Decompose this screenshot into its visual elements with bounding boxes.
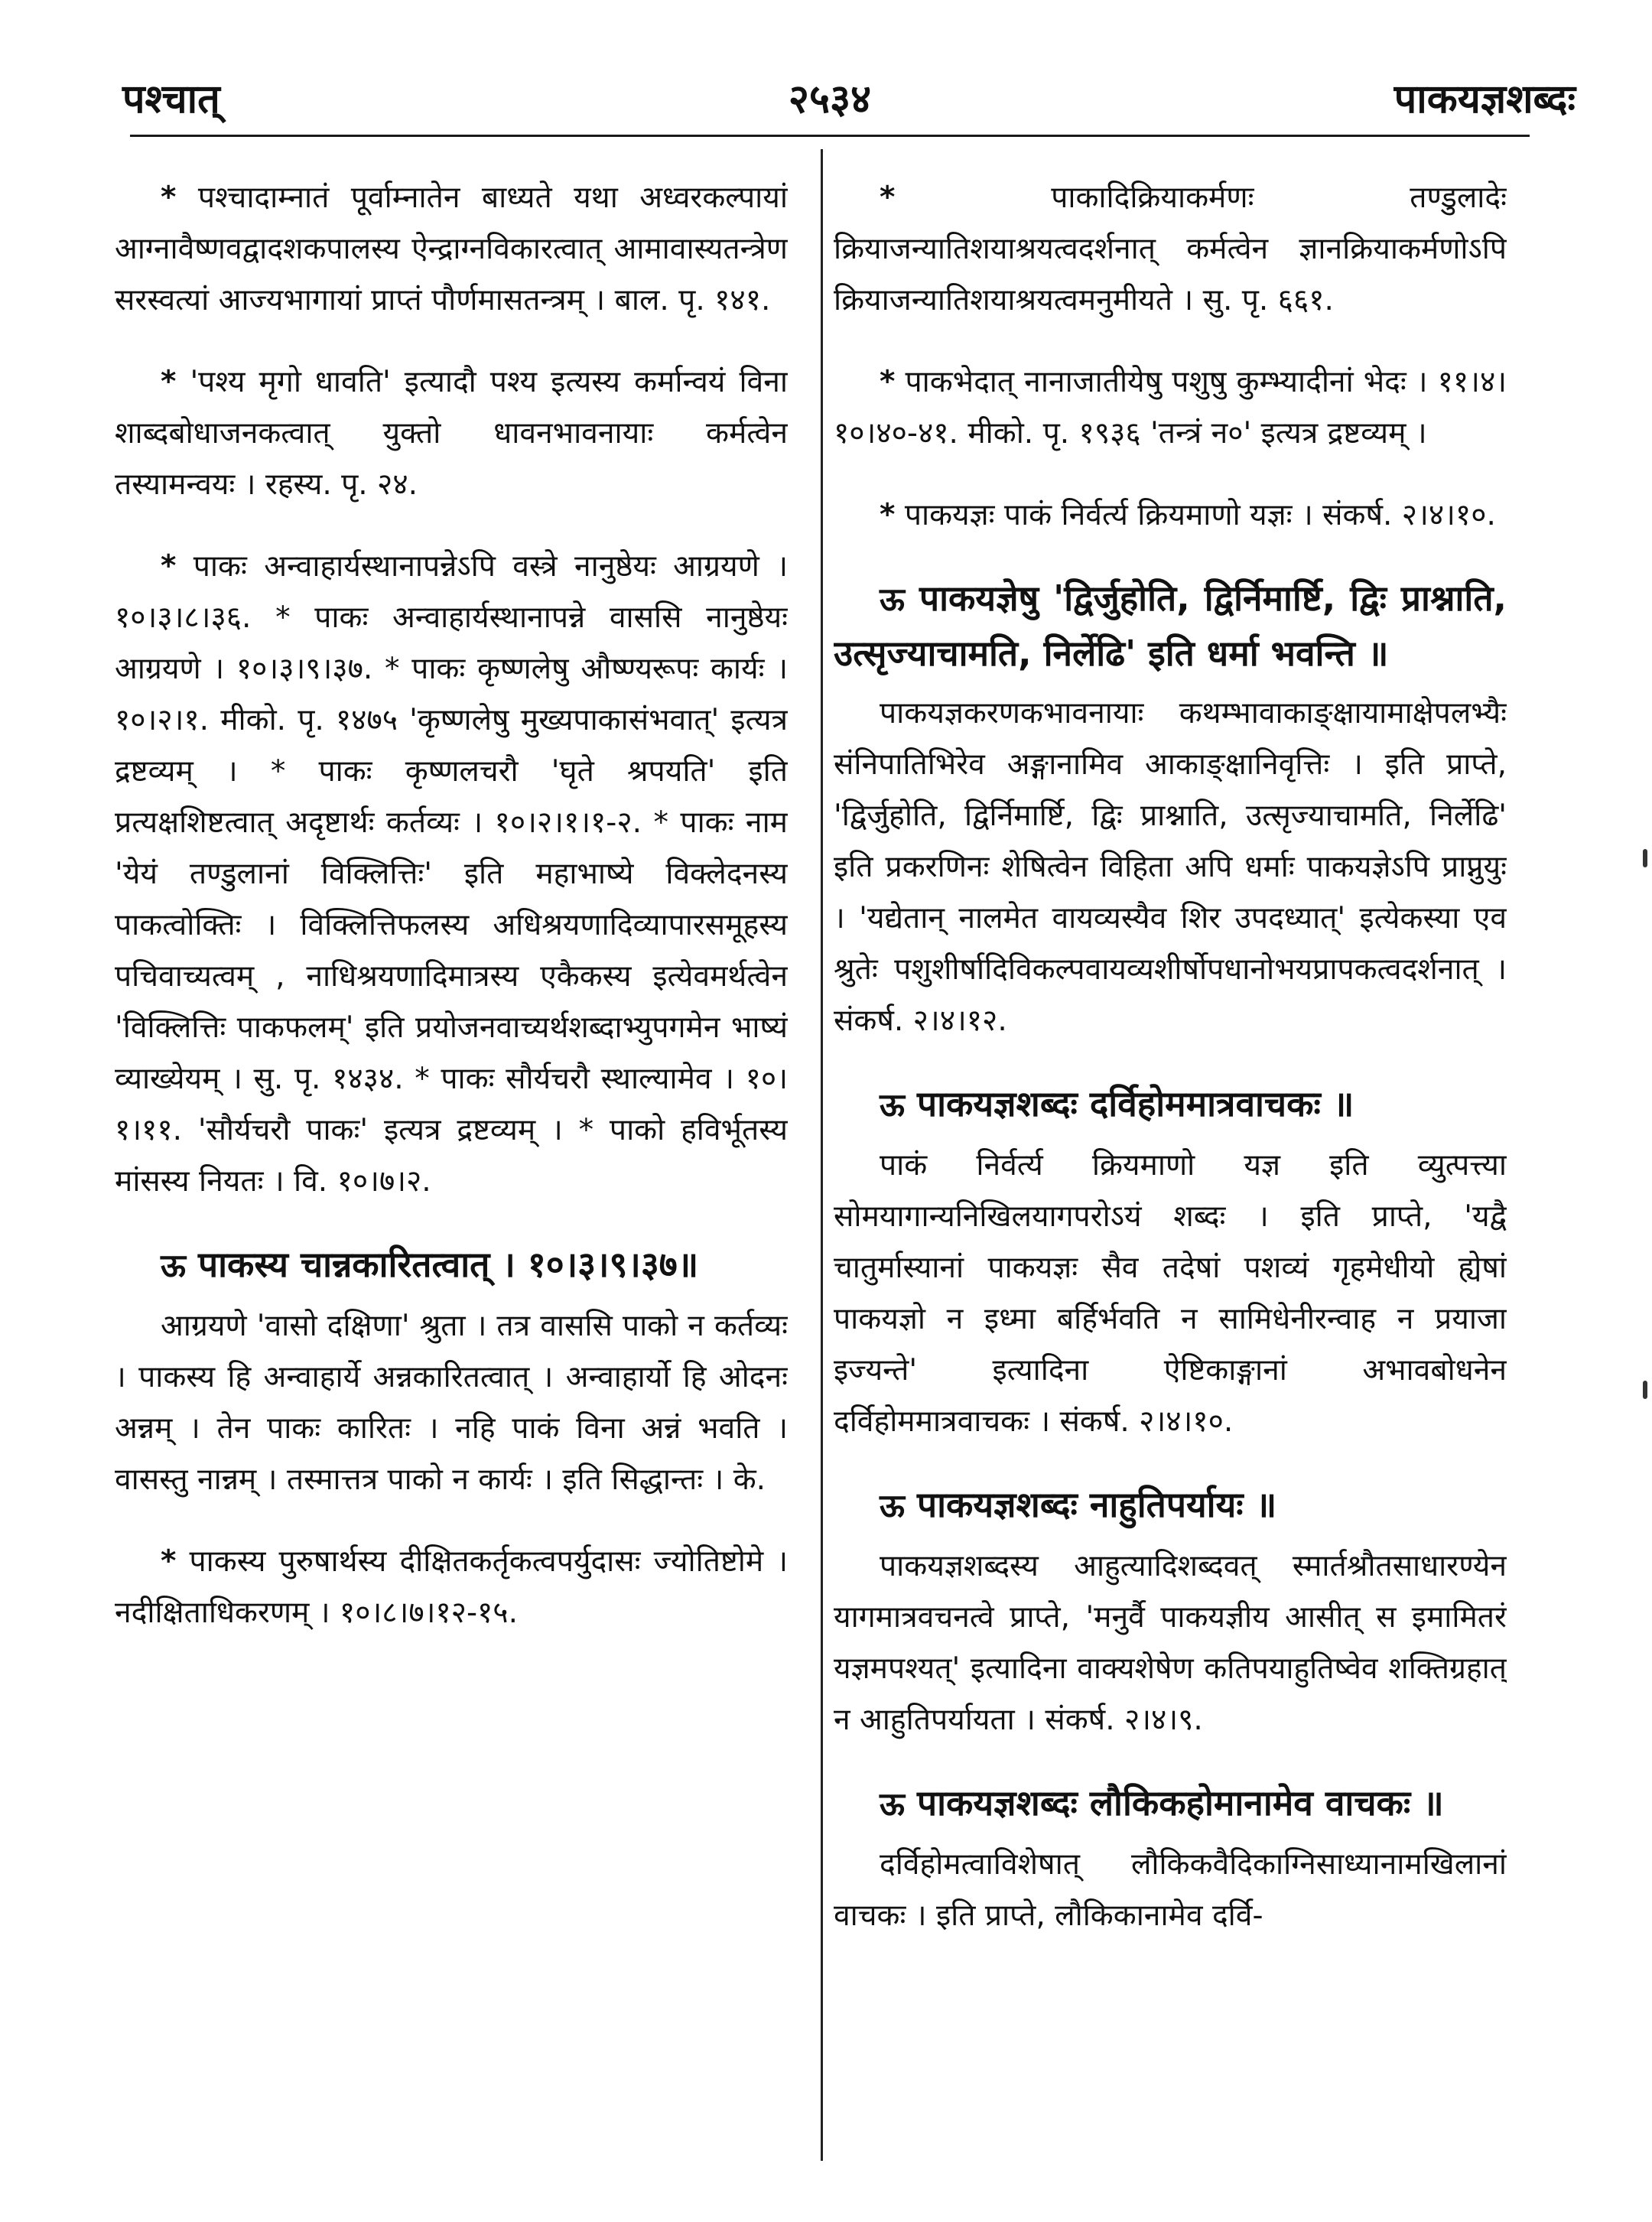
section-body-text: पाकं निर्वर्त्य क्रियमाणो यज्ञ इति व्युत्पत्त्या सोमयागान्यनिखिलयागपरोऽयं शब्दः । इति प्राप्ते, 'यद्वै चातुर्मास्यानां पाकयज्ञः सैव तदेषां पशव्यं गृहमेधीयो ह्येषां पाकयज्ञो न इध्मा बर्हिर्भवति न सामिधेनीरन्वाह न प्रयाजा इज्यन्ते' इत्यादिना ऐष्टिकाङ्गानां अभावबोधनेन दर्विहोममात्रवाचकः । संकर्ष. २।४।१०. <box>834 1148 1507 1439</box>
entry <box>834 356 1507 459</box>
section-heading-text: पाकयज्ञशब्दः लौकिकहोमानामेव वाचकः ॥ <box>917 1782 1444 1823</box>
sutra-text: पाकस्य चान्नकारितत्वात् । १०।३।९।३७॥ <box>198 1244 699 1285</box>
section-body <box>834 1839 1507 1941</box>
asterisk-marker: * <box>880 365 896 399</box>
asterisk-marker: * <box>161 1544 177 1579</box>
scan-margin-mark <box>1643 1381 1647 1399</box>
section-heading-text: पाकयज्ञशब्दः दर्विहोममात्रवाचकः ॥ <box>917 1083 1354 1124</box>
section-heading-text: पाकयज्ञशब्दः नाहुतिपर्यायः ॥ <box>917 1484 1277 1525</box>
section-body <box>834 688 1507 1046</box>
section-sign-icon: ऊ <box>880 1487 905 1524</box>
entry <box>115 1536 788 1638</box>
entry-text: 'पश्य मृगो धावति' इत्यादौ पश्य इत्यस्य कर्मान्वयं विना शाब्दबोधाजनकत्वात् युक्तो धावनभावनायाः कर्मत्वेन तस्यामन्वयः । रहस्य. पृ. २४. <box>115 365 788 502</box>
scan-margin-mark <box>1643 849 1647 867</box>
entry <box>115 172 788 326</box>
section-body-text: पाकयज्ञकरणकभावनायाः कथम्भावाकाङ्क्षायामाक्षेपलभ्यैः संनिपातिभिरेव अङ्गानामिव आकाङ्क्षानिवृत्तिः । इति प्राप्ते, 'द्विर्जुहोति, द्विर्निमार्ष्टि, द्विः प्राश्नाति, उत्सृज्याचामति, निर्लेढि' इति प्रकरणिनः शेषित्वेन विहिता अपि धर्माः पाकयज्ञेऽपि प्राप्नुयुः । 'यद्येतान् नालमेत वायव्यस्यैव शिर उपदध्यात्' इत्येकस्या एव श्रुतेः पशुशीर्षादिविकल्पवायव्यशीर्षोपधानोभयप्रापकत्वदर्शनात् । संकर्ष. २।४।१२. <box>834 696 1507 1038</box>
commentary <box>115 1300 788 1505</box>
sutra-heading <box>115 1238 788 1293</box>
column-divider <box>821 149 823 2161</box>
page-header <box>84 73 1576 134</box>
entry-text: पश्चादाम्नातं पूर्वाम्नातेन बाध्यते यथा अध्वरकल्पायां आग्नावैष्णवद्वादशकपालस्य ऐन्द्राग्नविकारत्वात् आमावास्यतन्त्रेण सरस्वत्यां आज्यभागायां प्राप्तं पौर्णमासतन्त्रम् । बाल. पृ. १४१. <box>115 181 788 317</box>
asterisk-marker: * <box>161 549 177 584</box>
entry <box>834 172 1507 326</box>
section-sign-icon: ऊ <box>161 1247 186 1284</box>
header-rule <box>130 135 1530 137</box>
entry <box>115 541 788 1207</box>
section-heading <box>834 1077 1507 1132</box>
entry-text: पाकः अन्वाहार्यस्थानापन्नेऽपि वस्त्रे नानुष्ठेयः आग्रयणे । १०।३।८।३६. * पाकः अन्वाहार्यस्थानापन्ने वाससि नानुष्ठेयः आग्रयणे । १०।३।९।३७. * पाकः कृष्णलेषु औष्ण्यरूपः कार्यः । १०।२।१. मीको. पृ. १४७५ 'कृष्णलेषु मुख्यपाकासंभवात्' इत्यत्र द्रष्टव्यम् । * पाकः कृष्णलचरौ 'घृते श्रपयति' इति प्रत्यक्षशिष्टत्वात् अदृष्टार्थः कर्तव्यः । १०।२।१।१-२. * पाकः नाम 'येयं तण्डुलानां विक्लित्तिः' इति महाभाष्ये विक्लेदनस्य पाकत्वोक्तिः । विक्लित्तिफलस्य अधिश्रयणादिव्यापारसमूहस्य पचिवाच्यत्वम् , नाधिश्रयणादिमात्रस्य एकैकस्य इत्येवमर्थत्वेन 'विक्लित्तिः पाकफलम्' इति प्रयोजनवाच्यर्थशब्दाभ्युपगमेन भाष्यं व्याख्येयम् । सु. पृ. १४३४. * पाकः सौर्यचरौ स्थाल्यामेव । १०।१।११. 'सौर्यचरौ पाकः' इत्यत्र द्रष्टव्यम् । * पाको हविर्भूतस्य मांसस्य नियतः । वि. १०।७।२. <box>115 549 788 1199</box>
header-right-guide-word: पाकयज्ञशब्दः <box>1393 76 1576 122</box>
section-body <box>834 1140 1507 1447</box>
section-body-text: पाकयज्ञशब्दस्य आहुत्यादिशब्दवत् स्मार्तश्रौतसाधारण्येन यागमात्रवचनत्वे प्राप्ते, 'मनुर्वै पाकयज्ञीय आसीत् स इमामितरं यज्ञमपश्यत्' इत्यादिना वाक्यशेषेण कतिपयाहुतिष्वेव शक्तिग्रहात् न आहुतिपर्यायता । संकर्ष. २।४।९. <box>834 1549 1507 1737</box>
commentary-text: आग्रयणे 'वासो दक्षिणा' श्रुता । तत्र वाससि पाको न कर्तव्यः । पाकस्य हि अन्वाहार्ये अन्नकारितत्वात् । अन्वाहार्यो हि ओदनः अन्नम् । तेन पाकः कारितः । नहि पाकं विना अन्नं भवति । वासस्तु नान्नम् । तस्मात्तत्र पाको न कार्यः । इति सिद्धान्तः । के. <box>115 1309 788 1497</box>
section-heading-text: पाकयज्ञेषु 'द्विर्जुहोति, द्विर्निमार्ष्टि, द्विः प्राश्नाति, उत्सृज्याचामति, निर्लेढि' इति धर्मा भवन्ति ॥ <box>834 577 1507 674</box>
section-sign-icon: ऊ <box>880 581 905 618</box>
section-body <box>834 1540 1507 1745</box>
entry <box>115 356 788 510</box>
asterisk-marker: * <box>880 181 896 215</box>
section-heading <box>834 571 1507 680</box>
section-heading <box>834 1776 1507 1831</box>
entry <box>834 490 1507 541</box>
header-left-guide-word: पश्चात् <box>122 76 220 122</box>
asterisk-marker: * <box>161 365 177 399</box>
section-sign-icon: ऊ <box>880 1785 905 1823</box>
section-heading <box>834 1478 1507 1533</box>
asterisk-marker: * <box>880 498 896 532</box>
left-column <box>115 172 788 2191</box>
asterisk-marker: * <box>161 181 177 215</box>
entry-text: पाकादिक्रियाकर्मणः तण्डुलादेः क्रियाजन्यातिशयाश्रयत्वदर्शनात् कर्मत्वेन ज्ञानक्रियाकर्मणोऽपि क्रियाजन्यातिशयाश्रयत्वमनुमीयते । सु. पृ. ६६१. <box>834 181 1507 317</box>
entry-text: पाकस्य पुरुषार्थस्य दीक्षितकर्तृकत्वपर्युदासः ज्योतिष्टोमे । नदीक्षिताधिकरणम् । १०।८।७।१२-१५. <box>115 1544 788 1630</box>
section-sign-icon: ऊ <box>880 1086 905 1124</box>
section-body-text: दर्विहोमत्वाविशेषात् लौकिकवैदिकाग्निसाध्यानामखिलानां वाचकः । इति प्राप्ते, लौकिकानामेव दर्वि- <box>834 1847 1507 1933</box>
entry-text: पाकयज्ञः पाकं निर्वर्त्य क्रियमाणो यज्ञः । संकर्ष. २।४।१०. <box>904 498 1496 532</box>
page-number: २५३४ <box>788 76 872 122</box>
right-column <box>834 172 1507 2191</box>
entry-text: पाकभेदात् नानाजातीयेषु पशुषु कुम्भ्यादीनां भेदः । ११।४।१०।४०-४१. मीको. पृ. १९३६ 'तन्त्रं न०' इत्यत्र द्रष्टव्यम् । <box>834 365 1507 451</box>
